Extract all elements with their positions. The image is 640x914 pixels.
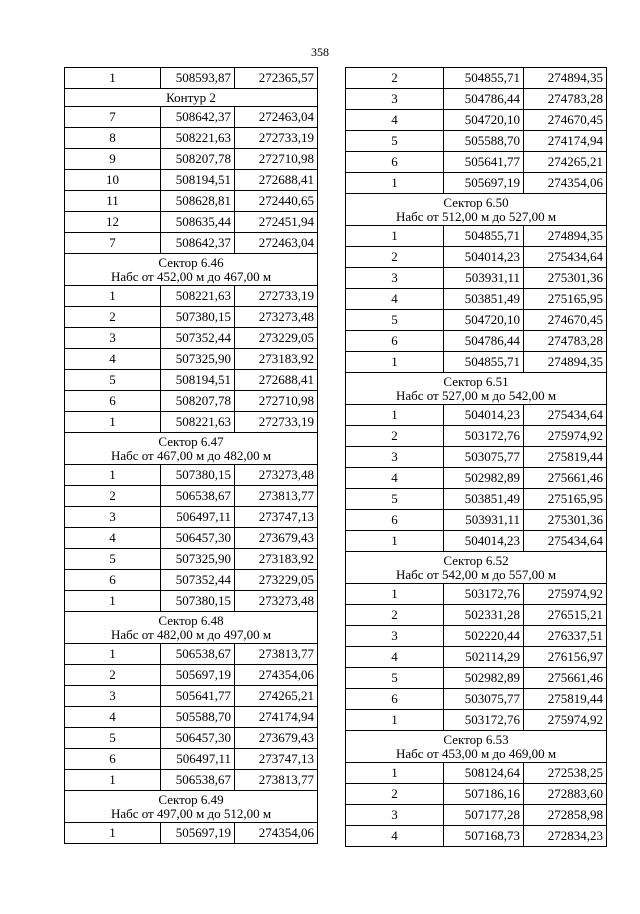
x-coordinate-cell: 505697,19 bbox=[161, 823, 235, 844]
y-coordinate-cell: 274354,06 bbox=[235, 665, 318, 686]
point-number-cell: 6 bbox=[346, 152, 444, 173]
point-number-cell: 4 bbox=[346, 110, 444, 131]
y-coordinate-cell: 272451,94 bbox=[235, 212, 318, 233]
point-number-cell: 2 bbox=[346, 605, 444, 626]
table-row bbox=[65, 391, 318, 412]
x-coordinate-cell: 504720,10 bbox=[444, 110, 524, 131]
sector-header-row bbox=[65, 791, 318, 823]
table-row bbox=[346, 468, 607, 489]
x-coordinate-cell: 507380,15 bbox=[161, 591, 235, 612]
x-coordinate-cell: 508642,37 bbox=[161, 107, 235, 128]
coordinates-table-left bbox=[64, 67, 318, 844]
x-coordinate-cell: 506497,11 bbox=[161, 507, 235, 528]
table-row bbox=[65, 128, 318, 149]
table-row bbox=[346, 784, 607, 805]
table-row bbox=[65, 307, 318, 328]
point-number-cell: 5 bbox=[346, 489, 444, 510]
sector-header-row bbox=[65, 254, 318, 286]
table-row bbox=[346, 289, 607, 310]
sector-range: Набс от 512,00 м до 527,00 м bbox=[395, 209, 557, 224]
table-row bbox=[65, 728, 318, 749]
page-number: 358 bbox=[311, 45, 329, 59]
y-coordinate-cell: 272834,23 bbox=[524, 826, 607, 847]
y-coordinate-cell: 274894,35 bbox=[524, 226, 607, 247]
table-row bbox=[346, 584, 607, 605]
y-coordinate-cell: 274265,21 bbox=[524, 152, 607, 173]
y-coordinate-cell: 275165,95 bbox=[524, 289, 607, 310]
table-row bbox=[346, 426, 607, 447]
y-coordinate-cell: 272688,41 bbox=[235, 170, 318, 191]
point-number-cell: 1 bbox=[346, 352, 444, 373]
table-row bbox=[65, 349, 318, 370]
point-number-cell: 5 bbox=[346, 310, 444, 331]
y-coordinate-cell: 275661,46 bbox=[524, 668, 607, 689]
table-row bbox=[65, 823, 318, 844]
point-number-cell: 1 bbox=[65, 770, 161, 791]
y-coordinate-cell: 275301,36 bbox=[524, 510, 607, 531]
sector-range: Набс от 453,00 м до 469,00 м bbox=[395, 746, 557, 761]
x-coordinate-cell: 507168,73 bbox=[444, 826, 524, 847]
y-coordinate-cell: 274894,35 bbox=[524, 352, 607, 373]
table-row bbox=[346, 489, 607, 510]
x-coordinate-cell: 502331,28 bbox=[444, 605, 524, 626]
table-row bbox=[346, 268, 607, 289]
table-row bbox=[65, 686, 318, 707]
table-row bbox=[346, 647, 607, 668]
table-row bbox=[346, 626, 607, 647]
point-number-cell: 3 bbox=[346, 626, 444, 647]
table-row bbox=[65, 107, 318, 128]
x-coordinate-cell: 507352,44 bbox=[161, 328, 235, 349]
point-number-cell: 1 bbox=[346, 763, 444, 784]
sector-header bbox=[346, 373, 607, 405]
sector-header bbox=[65, 433, 318, 465]
x-coordinate-cell: 506457,30 bbox=[161, 528, 235, 549]
point-number-cell: 4 bbox=[65, 707, 161, 728]
point-number-cell: 11 bbox=[65, 191, 161, 212]
sector-header bbox=[346, 194, 607, 226]
point-number-cell: 9 bbox=[65, 149, 161, 170]
y-coordinate-cell: 272883,60 bbox=[524, 784, 607, 805]
point-number-cell: 4 bbox=[65, 528, 161, 549]
point-number-cell: 2 bbox=[346, 68, 444, 89]
table-row bbox=[346, 89, 607, 110]
sector-range: Набс от 527,00 м до 542,00 м bbox=[395, 388, 557, 403]
table-row bbox=[346, 405, 607, 426]
point-number-cell: 1 bbox=[65, 591, 161, 612]
x-coordinate-cell: 507380,15 bbox=[161, 307, 235, 328]
x-coordinate-cell: 505588,70 bbox=[444, 131, 524, 152]
x-coordinate-cell: 507177,28 bbox=[444, 805, 524, 826]
x-coordinate-cell: 503172,76 bbox=[444, 426, 524, 447]
point-number-cell: 4 bbox=[346, 468, 444, 489]
point-number-cell: 1 bbox=[346, 584, 444, 605]
x-coordinate-cell: 505641,77 bbox=[444, 152, 524, 173]
x-coordinate-cell: 504014,23 bbox=[444, 247, 524, 268]
point-number-cell: 1 bbox=[65, 286, 161, 307]
table-row bbox=[65, 486, 318, 507]
table-row bbox=[65, 286, 318, 307]
point-number-cell: 1 bbox=[346, 531, 444, 552]
sector-range: Набс от 452,00 м до 467,00 м bbox=[110, 269, 272, 284]
table-row bbox=[346, 310, 607, 331]
x-coordinate-cell: 508207,78 bbox=[161, 391, 235, 412]
x-coordinate-cell: 503931,11 bbox=[444, 268, 524, 289]
y-coordinate-cell: 272710,98 bbox=[235, 391, 318, 412]
x-coordinate-cell: 504786,44 bbox=[444, 331, 524, 352]
x-coordinate-cell: 506538,67 bbox=[161, 486, 235, 507]
point-number-cell: 10 bbox=[65, 170, 161, 191]
y-coordinate-cell: 274670,45 bbox=[524, 110, 607, 131]
x-coordinate-cell: 504855,71 bbox=[444, 68, 524, 89]
sector-header-row bbox=[65, 612, 318, 644]
point-number-cell: 6 bbox=[346, 510, 444, 531]
y-coordinate-cell: 273229,05 bbox=[235, 328, 318, 349]
table-row bbox=[346, 710, 607, 731]
y-coordinate-cell: 275819,44 bbox=[524, 689, 607, 710]
point-number-cell: 6 bbox=[346, 689, 444, 710]
point-number-cell: 1 bbox=[65, 644, 161, 665]
point-number-cell: 3 bbox=[346, 805, 444, 826]
table-row bbox=[346, 826, 607, 847]
y-coordinate-cell: 275974,92 bbox=[524, 426, 607, 447]
sector-header-row bbox=[346, 731, 607, 763]
point-number-cell: 8 bbox=[65, 128, 161, 149]
table-row bbox=[346, 331, 607, 352]
table-row bbox=[346, 805, 607, 826]
y-coordinate-cell: 275819,44 bbox=[524, 447, 607, 468]
x-coordinate-cell: 505641,77 bbox=[161, 686, 235, 707]
coordinates-table-right-column bbox=[345, 67, 606, 847]
point-number-cell: 1 bbox=[346, 226, 444, 247]
point-number-cell: 3 bbox=[65, 686, 161, 707]
y-coordinate-cell: 272733,19 bbox=[235, 128, 318, 149]
y-coordinate-cell: 273183,92 bbox=[235, 349, 318, 370]
table-row bbox=[65, 328, 318, 349]
y-coordinate-cell: 274783,28 bbox=[524, 331, 607, 352]
point-number-cell: 1 bbox=[346, 405, 444, 426]
table-row bbox=[65, 644, 318, 665]
point-number-cell: 2 bbox=[346, 784, 444, 805]
point-number-cell: 5 bbox=[65, 370, 161, 391]
x-coordinate-cell: 507186,16 bbox=[444, 784, 524, 805]
table-row bbox=[65, 233, 318, 254]
y-coordinate-cell: 276337,51 bbox=[524, 626, 607, 647]
y-coordinate-cell: 272463,04 bbox=[235, 107, 318, 128]
table-row bbox=[65, 570, 318, 591]
y-coordinate-cell: 274670,45 bbox=[524, 310, 607, 331]
point-number-cell: 6 bbox=[346, 331, 444, 352]
sector-header-row bbox=[346, 552, 607, 584]
y-coordinate-cell: 275974,92 bbox=[524, 584, 607, 605]
y-coordinate-cell: 274354,06 bbox=[235, 823, 318, 844]
table-row bbox=[65, 149, 318, 170]
sector-header bbox=[65, 254, 318, 286]
coordinates-table-right bbox=[345, 67, 607, 847]
x-coordinate-cell: 506497,11 bbox=[161, 749, 235, 770]
x-coordinate-cell: 506538,67 bbox=[161, 644, 235, 665]
y-coordinate-cell: 272688,41 bbox=[235, 370, 318, 391]
x-coordinate-cell: 504855,71 bbox=[444, 352, 524, 373]
y-coordinate-cell: 275165,95 bbox=[524, 489, 607, 510]
table-row bbox=[65, 370, 318, 391]
y-coordinate-cell: 272733,19 bbox=[235, 412, 318, 433]
point-number-cell: 5 bbox=[346, 668, 444, 689]
point-number-cell: 1 bbox=[65, 412, 161, 433]
point-number-cell: 5 bbox=[346, 131, 444, 152]
table-row bbox=[65, 549, 318, 570]
x-coordinate-cell: 508635,44 bbox=[161, 212, 235, 233]
y-coordinate-cell: 275434,64 bbox=[524, 531, 607, 552]
table-row bbox=[65, 770, 318, 791]
table-row bbox=[65, 212, 318, 233]
point-number-cell: 3 bbox=[346, 89, 444, 110]
y-coordinate-cell: 274894,35 bbox=[524, 68, 607, 89]
x-coordinate-cell: 507352,44 bbox=[161, 570, 235, 591]
y-coordinate-cell: 272733,19 bbox=[235, 286, 318, 307]
x-coordinate-cell: 505588,70 bbox=[161, 707, 235, 728]
coordinates-table-left-column bbox=[64, 67, 317, 844]
y-coordinate-cell: 273679,43 bbox=[235, 528, 318, 549]
x-coordinate-cell: 507380,15 bbox=[161, 465, 235, 486]
x-coordinate-cell: 508221,63 bbox=[161, 128, 235, 149]
point-number-cell: 1 bbox=[65, 68, 161, 89]
x-coordinate-cell: 508642,37 bbox=[161, 233, 235, 254]
point-number-cell: 4 bbox=[346, 826, 444, 847]
x-coordinate-cell: 508221,63 bbox=[161, 286, 235, 307]
point-number-cell: 4 bbox=[346, 647, 444, 668]
x-coordinate-cell: 508194,51 bbox=[161, 170, 235, 191]
x-coordinate-cell: 503931,11 bbox=[444, 510, 524, 531]
sector-range: Набс от 467,00 м до 482,00 м bbox=[110, 448, 272, 463]
sector-title: Сектор 6.46 bbox=[158, 255, 224, 270]
table-row bbox=[346, 510, 607, 531]
sector-header-row bbox=[65, 89, 318, 107]
y-coordinate-cell: 272538,25 bbox=[524, 763, 607, 784]
table-row bbox=[65, 191, 318, 212]
x-coordinate-cell: 502982,89 bbox=[444, 668, 524, 689]
y-coordinate-cell: 272365,57 bbox=[235, 68, 318, 89]
table-row bbox=[65, 507, 318, 528]
y-coordinate-cell: 274174,94 bbox=[524, 131, 607, 152]
table-row bbox=[346, 131, 607, 152]
sector-header-row bbox=[346, 194, 607, 226]
point-number-cell: 3 bbox=[65, 507, 161, 528]
y-coordinate-cell: 273229,05 bbox=[235, 570, 318, 591]
point-number-cell: 7 bbox=[65, 233, 161, 254]
table-row bbox=[65, 465, 318, 486]
y-coordinate-cell: 274174,94 bbox=[235, 707, 318, 728]
y-coordinate-cell: 273813,77 bbox=[235, 644, 318, 665]
x-coordinate-cell: 507325,90 bbox=[161, 349, 235, 370]
x-coordinate-cell: 502982,89 bbox=[444, 468, 524, 489]
table-row bbox=[65, 707, 318, 728]
y-coordinate-cell: 274265,21 bbox=[235, 686, 318, 707]
sector-header bbox=[65, 89, 318, 107]
point-number-cell: 2 bbox=[65, 486, 161, 507]
y-coordinate-cell: 272710,98 bbox=[235, 149, 318, 170]
x-coordinate-cell: 503172,76 bbox=[444, 584, 524, 605]
y-coordinate-cell: 275974,92 bbox=[524, 710, 607, 731]
x-coordinate-cell: 503172,76 bbox=[444, 710, 524, 731]
table-row bbox=[65, 665, 318, 686]
table-row bbox=[346, 352, 607, 373]
y-coordinate-cell: 273273,48 bbox=[235, 307, 318, 328]
table-row bbox=[346, 173, 607, 194]
y-coordinate-cell: 273747,13 bbox=[235, 507, 318, 528]
point-number-cell: 2 bbox=[346, 426, 444, 447]
table-row bbox=[65, 68, 318, 89]
x-coordinate-cell: 507325,90 bbox=[161, 549, 235, 570]
table-row bbox=[65, 528, 318, 549]
x-coordinate-cell: 502220,44 bbox=[444, 626, 524, 647]
sector-header-row bbox=[346, 373, 607, 405]
sector-range: Набс от 497,00 м до 512,00 м bbox=[110, 806, 272, 821]
point-number-cell: 4 bbox=[65, 349, 161, 370]
point-number-cell: 6 bbox=[65, 570, 161, 591]
table-row bbox=[346, 531, 607, 552]
y-coordinate-cell: 274354,06 bbox=[524, 173, 607, 194]
y-coordinate-cell: 273273,48 bbox=[235, 591, 318, 612]
x-coordinate-cell: 506538,67 bbox=[161, 770, 235, 791]
y-coordinate-cell: 274783,28 bbox=[524, 89, 607, 110]
x-coordinate-cell: 508593,87 bbox=[161, 68, 235, 89]
table-row bbox=[346, 152, 607, 173]
sector-title: Сектор 6.53 bbox=[443, 732, 509, 747]
y-coordinate-cell: 275301,36 bbox=[524, 268, 607, 289]
sector-title: Сектор 6.47 bbox=[158, 434, 224, 449]
point-number-cell: 7 bbox=[65, 107, 161, 128]
sector-header bbox=[346, 731, 607, 763]
x-coordinate-cell: 508221,63 bbox=[161, 412, 235, 433]
point-number-cell: 5 bbox=[65, 549, 161, 570]
y-coordinate-cell: 272463,04 bbox=[235, 233, 318, 254]
y-coordinate-cell: 275434,64 bbox=[524, 405, 607, 426]
table-row bbox=[65, 591, 318, 612]
x-coordinate-cell: 505697,19 bbox=[161, 665, 235, 686]
point-number-cell: 2 bbox=[65, 307, 161, 328]
table-row bbox=[346, 668, 607, 689]
table-row bbox=[346, 689, 607, 710]
x-coordinate-cell: 504720,10 bbox=[444, 310, 524, 331]
point-number-cell: 6 bbox=[65, 391, 161, 412]
sector-range: Набс от 482,00 м до 497,00 м bbox=[110, 627, 272, 642]
table-row bbox=[65, 170, 318, 191]
y-coordinate-cell: 276515,21 bbox=[524, 605, 607, 626]
table-row bbox=[65, 749, 318, 770]
sector-range: Набс от 542,00 м до 557,00 м bbox=[395, 567, 557, 582]
table-row bbox=[346, 247, 607, 268]
x-coordinate-cell: 504855,71 bbox=[444, 226, 524, 247]
point-number-cell: 5 bbox=[65, 728, 161, 749]
y-coordinate-cell: 273813,77 bbox=[235, 770, 318, 791]
table-row bbox=[65, 412, 318, 433]
y-coordinate-cell: 272858,98 bbox=[524, 805, 607, 826]
x-coordinate-cell: 508628,81 bbox=[161, 191, 235, 212]
point-number-cell: 1 bbox=[65, 823, 161, 844]
x-coordinate-cell: 504014,23 bbox=[444, 405, 524, 426]
x-coordinate-cell: 504786,44 bbox=[444, 89, 524, 110]
point-number-cell: 1 bbox=[346, 173, 444, 194]
x-coordinate-cell: 503851,49 bbox=[444, 289, 524, 310]
point-number-cell: 12 bbox=[65, 212, 161, 233]
sector-header bbox=[346, 552, 607, 584]
point-number-cell: 3 bbox=[65, 328, 161, 349]
sector-title: Сектор 6.49 bbox=[158, 792, 224, 807]
x-coordinate-cell: 502114,29 bbox=[444, 647, 524, 668]
x-coordinate-cell: 503851,49 bbox=[444, 489, 524, 510]
point-number-cell: 4 bbox=[346, 289, 444, 310]
y-coordinate-cell: 275434,64 bbox=[524, 247, 607, 268]
y-coordinate-cell: 273183,92 bbox=[235, 549, 318, 570]
table-row bbox=[346, 605, 607, 626]
y-coordinate-cell: 275661,46 bbox=[524, 468, 607, 489]
table-row bbox=[346, 68, 607, 89]
sector-header bbox=[65, 791, 318, 823]
point-number-cell: 1 bbox=[346, 710, 444, 731]
y-coordinate-cell: 273273,48 bbox=[235, 465, 318, 486]
table-row bbox=[346, 763, 607, 784]
point-number-cell: 6 bbox=[65, 749, 161, 770]
x-coordinate-cell: 508124,64 bbox=[444, 763, 524, 784]
x-coordinate-cell: 508194,51 bbox=[161, 370, 235, 391]
table-row bbox=[346, 447, 607, 468]
sector-title: Контур 2 bbox=[166, 90, 216, 105]
y-coordinate-cell: 273747,13 bbox=[235, 749, 318, 770]
table-row bbox=[346, 110, 607, 131]
x-coordinate-cell: 504014,23 bbox=[444, 531, 524, 552]
y-coordinate-cell: 272440,65 bbox=[235, 191, 318, 212]
y-coordinate-cell: 276156,97 bbox=[524, 647, 607, 668]
sector-title: Сектор 6.48 bbox=[158, 613, 224, 628]
x-coordinate-cell: 506457,30 bbox=[161, 728, 235, 749]
x-coordinate-cell: 503075,77 bbox=[444, 689, 524, 710]
sector-header-row bbox=[65, 433, 318, 465]
point-number-cell: 2 bbox=[346, 247, 444, 268]
x-coordinate-cell: 505697,19 bbox=[444, 173, 524, 194]
sector-header bbox=[65, 612, 318, 644]
x-coordinate-cell: 503075,77 bbox=[444, 447, 524, 468]
table-row bbox=[346, 226, 607, 247]
y-coordinate-cell: 273813,77 bbox=[235, 486, 318, 507]
point-number-cell: 3 bbox=[346, 268, 444, 289]
point-number-cell: 3 bbox=[346, 447, 444, 468]
y-coordinate-cell: 273679,43 bbox=[235, 728, 318, 749]
sector-title: Сектор 6.52 bbox=[443, 553, 509, 568]
sector-title: Сектор 6.51 bbox=[443, 374, 509, 389]
sector-title: Сектор 6.50 bbox=[443, 195, 509, 210]
point-number-cell: 2 bbox=[65, 665, 161, 686]
x-coordinate-cell: 508207,78 bbox=[161, 149, 235, 170]
point-number-cell: 1 bbox=[65, 465, 161, 486]
